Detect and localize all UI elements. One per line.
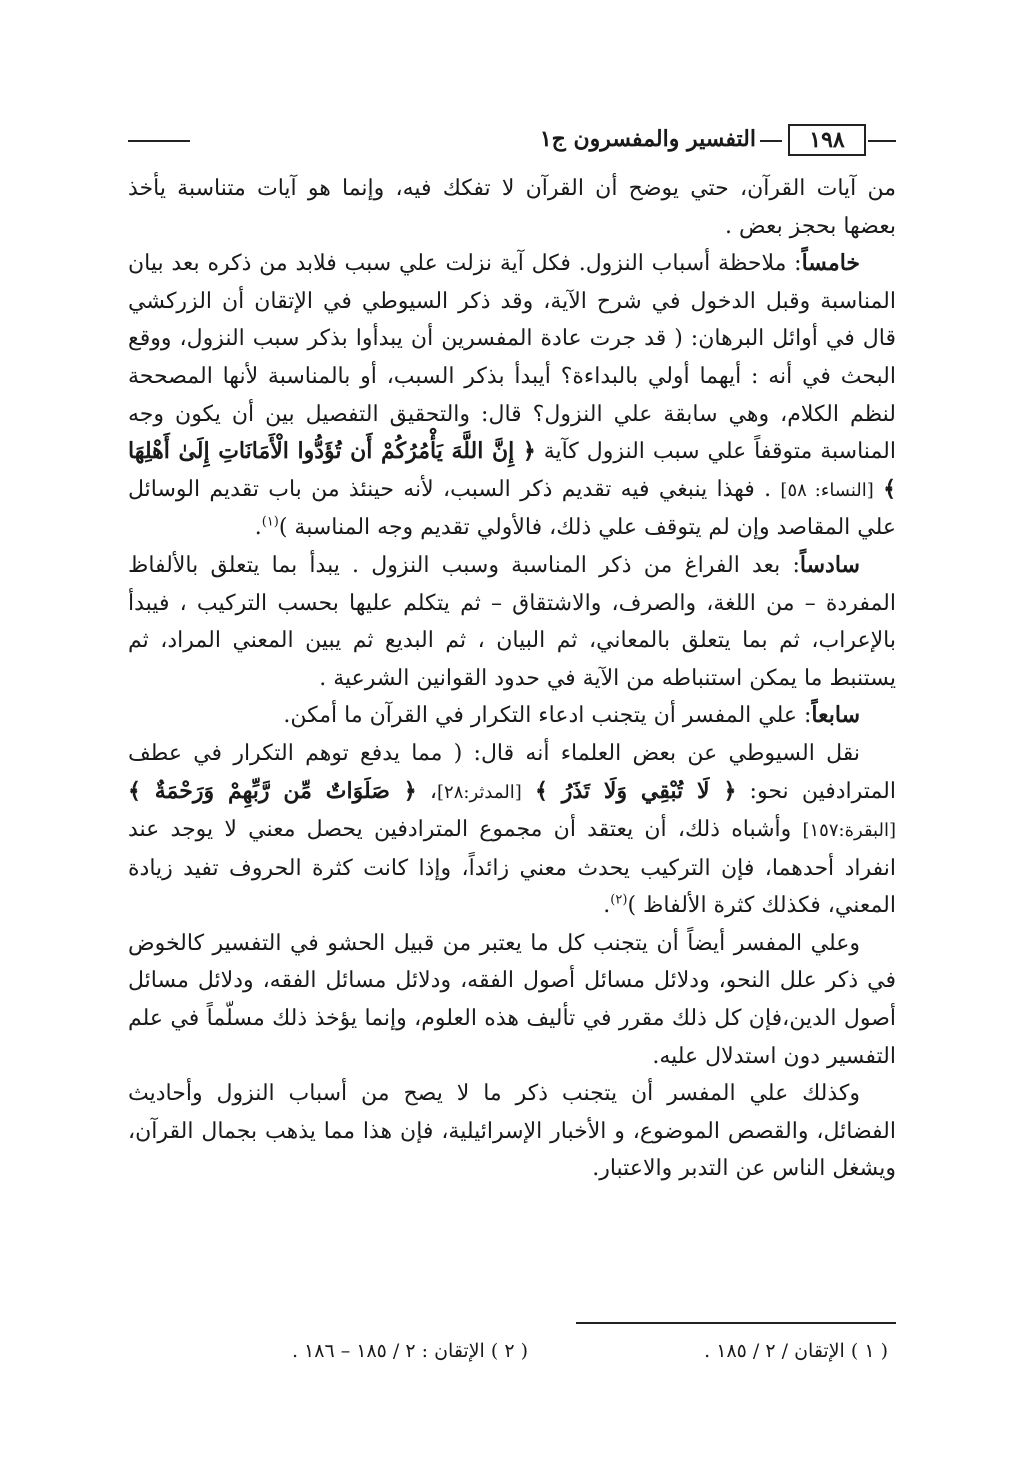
footnotes bbox=[128, 1340, 888, 1376]
paragraph-quote-text: نقل السيوطي عن بعض العلماء أنه قال: ( مما يدفع توهم التكرار في عطف المترادفين نحو: bbox=[128, 740, 896, 804]
paragraph-sixth bbox=[128, 547, 896, 697]
sentence-end: . bbox=[603, 893, 611, 919]
running-title: التفسير والمفسرون ج١ bbox=[539, 126, 756, 152]
footnote-marker-1: (١) bbox=[261, 515, 279, 531]
verse-reference: [المدثر:٢٨] bbox=[437, 781, 522, 803]
header-rule-middle bbox=[760, 140, 782, 142]
footnote-separator bbox=[576, 1322, 896, 1324]
heading-seventh: سابعاً bbox=[811, 702, 860, 729]
heading-sixth: سادساً bbox=[799, 551, 860, 578]
paragraph-fifth-text: : ملاحظة أسباب النزول. فكل آية نزلت علي سبب فلابد من ذكره بعد بيان المناسبة وقبل الدخول في شرح الآية، وقد ذكر السيوطي في الإتقان أن الزركشي قال في أوائل البرهان: ( قد جرت عادة المفسرين أن يبدأوا بذكر سبب النزول، ووقع البحث في أنه : أيهما أولي بالبداءة؟ أيبدأ بذكر السبب، أو بالمناسبة لأنها المصححة لنظم الكلام، وهي سابقة علي النزول؟ قال: والتحقيق التفصيل بين أن يكون وجه المناسبة متوقفاً علي سبب النزول كآية bbox=[128, 251, 896, 465]
page-body bbox=[128, 170, 896, 1188]
quran-verse: ﴿ إِنَّ اللَّهَ يَأْمُرُكُمْ أَن تُؤَدُّوا الْأَمَانَاتِ إِلَىٰ أَهْلِهَا ﴾ bbox=[128, 438, 896, 502]
footnote-marker-2: (٢) bbox=[610, 892, 628, 908]
verse-reference: [البقرة:١٥٧] bbox=[802, 820, 896, 842]
paragraph-seventh-text: : علي المفسر أن يتجنب ادعاء التكرار في القرآن ما أمكن. bbox=[283, 703, 812, 729]
page-header bbox=[128, 122, 896, 162]
paragraph-continuation: من آيات القرآن، حتي يوضح أن القرآن لا تفكك فيه، وإنما هو آيات متناسبة يأخذ بعضها بحجز بعض . bbox=[128, 176, 896, 239]
footnote-2: ( ٢ ) الإتقان : ٢ / ١٨٥ – ١٨٦ . bbox=[291, 1340, 528, 1362]
header-rule-left bbox=[128, 140, 190, 142]
header-rule-right bbox=[868, 140, 896, 142]
paragraph-seventh bbox=[128, 697, 896, 735]
quran-verse: ﴿ صَلَوَاتٌ مِّن رَّبِّهِمْ وَرَحْمَةٌ ﴾ bbox=[128, 777, 417, 804]
paragraph-reasons: وكذلك علي المفسر أن يتجنب ذكر ما لا يصح من أسباب النزول وأحاديث الفضائل، والقصص الموضوع، و الأخبار الإسرائيلية، فإن هذا مما يذهب بجمال القرآن، ويشغل الناس عن التدبر والاعتبار. bbox=[128, 1081, 896, 1182]
footnote-1: ( ١ ) الإتقان / ٢ / ١٨٥ . bbox=[704, 1340, 888, 1362]
paragraph-sixth-text: : بعد الفراغ من ذكر المناسبة وسبب النزول . يبدأ بما يتعلق بالألفاظ المفردة – من اللغة، والصرف، والاشتقاق – ثم يتكلم عليها بحسب التركيب ، فيبدأ بالإعراب، ثم بما يتعلق بالمعاني، ثم البيان ، ثم البديع ثم يبين المعني المراد، ثم يستنبط ما يمكن استنباطه من الآية في حدود القوانين الشرعية . bbox=[128, 552, 896, 691]
paragraph-redundancy: وعلي المفسر أيضاً أن يتجنب كل ما يعتبر من قبيل الحشو في التفسير كالخوض في ذكر علل النحو، ودلائل مسائل أصول الفقه، ودلائل مسائل الفقه، ودلائل مسائل أصول الدين،فإن كل ذلك مقرر في تأليف هذه العلوم، وإنما يؤخذ ذلك مسلّماً في علم التفسير دون استدلال عليه. bbox=[128, 930, 896, 1069]
separator: ، bbox=[429, 778, 438, 804]
page-number: ١٩٨ bbox=[788, 124, 866, 156]
paragraph-fifth bbox=[128, 245, 896, 547]
paragraph-fifth-text-2: . فهذا ينبغي فيه تقديم ذكر السبب، لأنه حينئذ من باب تقديم الوسائل علي المقاصد وإن لم يتوقف علي ذلك، فالأولي تقديم وجه المناسبة ) bbox=[128, 476, 896, 541]
quran-verse: ﴿ لَا تُبْقِي وَلَا تَذَرُ ﴾ bbox=[534, 777, 737, 804]
heading-fifth: خامساً bbox=[801, 250, 860, 277]
verse-reference: [النساء: ٥٨] bbox=[780, 479, 874, 501]
paragraph-quote-text-2: وأشباه ذلك، أن يعتقد أن مجموع المترادفين يحصل معني لا يوجد عند انفراد أحدهما، فإن التركيب يحدث معني زائداً، وإذا كانت كثرة الحروف تفيد زيادة المعني، فكذلك كثرة الألفاظ ) bbox=[128, 817, 896, 919]
sentence-end: . bbox=[254, 515, 262, 541]
paragraph-quote bbox=[128, 735, 896, 925]
